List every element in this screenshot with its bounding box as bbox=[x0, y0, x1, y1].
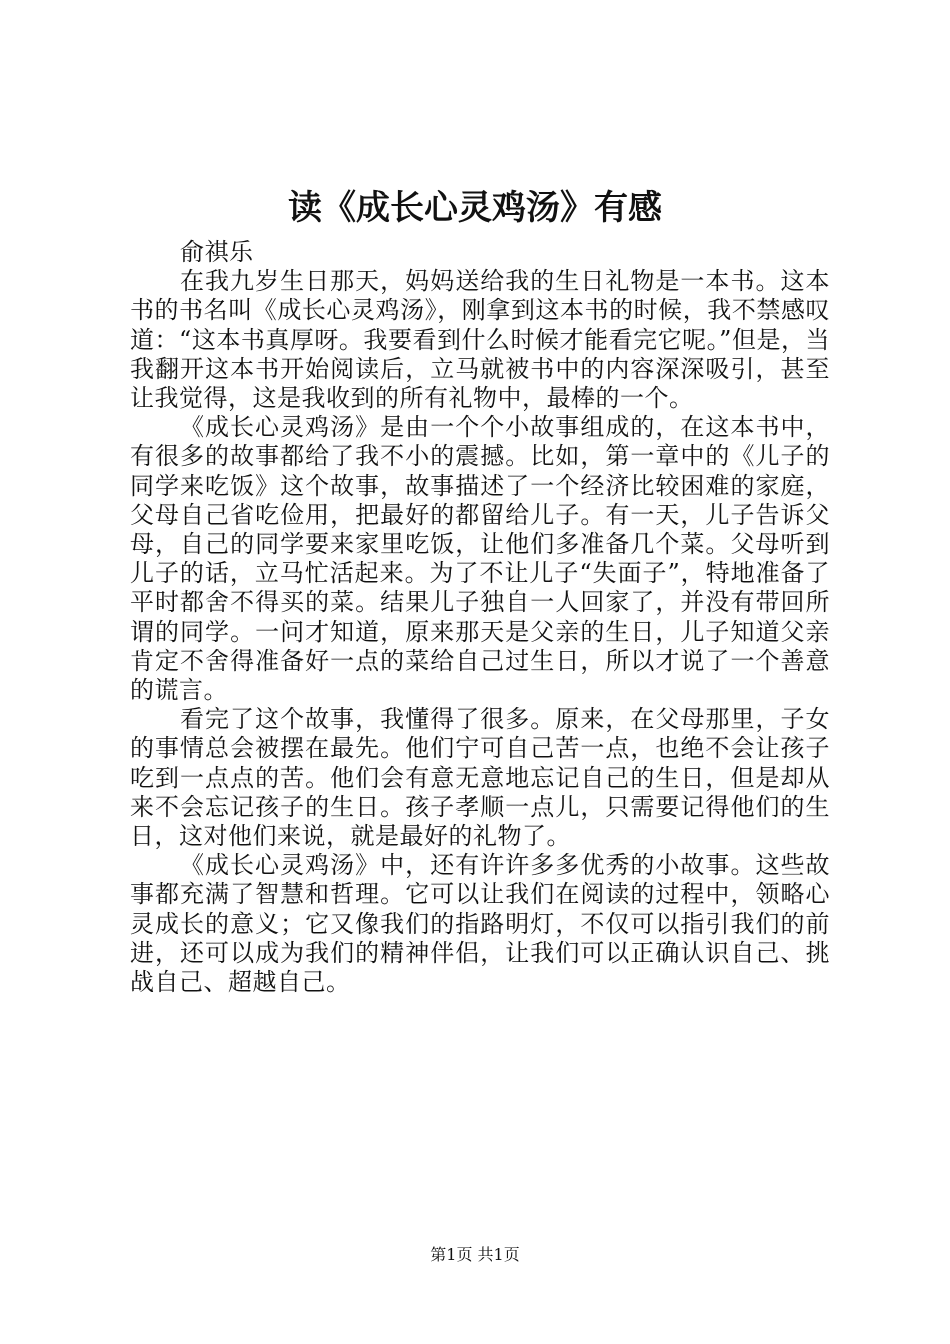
paragraph-3: 看完了这个故事，我懂得了很多。原来，在父母那里，子女的事情总会被摆在最先。他们宁可自己苦一点，也绝不会让孩子吃到一点点的苦。他们会有意无意地忘记自己的生日，但是却从来不会忘记孩子的生日。孩子孝顺一点儿，只需要记得他们的生日，这对他们来说，就是最好的礼物了。 bbox=[130, 705, 830, 851]
paragraph-4: 《成长心灵鸡汤》中，还有许许多多优秀的小故事。这些故事都充满了智慧和哲理。它可以让我们在阅读的过程中，领略心灵成长的意义；它又像我们的指路明灯，不仅可以指引我们的前进，还可以成为我们的精神伴侣，让我们可以正确认识自己、挑战自己、超越自己。 bbox=[130, 851, 830, 997]
paragraph-2: 《成长心灵鸡汤》是由一个个小故事组成的，在这本书中，有很多的故事都给了我不小的震撼。比如，第一章中的《儿子的同学来吃饭》这个故事，故事描述了一个经济比较困难的家庭，父母自己省吃俭用，把最好的都留给儿子。有一天，儿子告诉父母，自己的同学要来家里吃饭，让他们多准备几个菜。父母听到儿子的话，立马忙活起来。为了不让儿子“失面子”，特地准备了平时都舍不得买的菜。结果儿子独自一人回家了，并没有带回所谓的同学。一问才知道，原来那天是父亲的生日，儿子知道父亲肯定不舍得准备好一点的菜给自己过生日，所以才说了一个善意的谎言。 bbox=[130, 413, 830, 705]
document-body bbox=[130, 238, 830, 997]
author-name: 俞祺乐 bbox=[180, 238, 254, 266]
document-title: 读《成长心灵鸡汤》有感 bbox=[288, 188, 662, 228]
page-footer: 第1页 共1页 bbox=[430, 1245, 520, 1264]
paragraph-1: 在我九岁生日那天，妈妈送给我的生日礼物是一本书。这本书的书名叫《成长心灵鸡汤》，刚拿到这本书的时候，我不禁感叹道：“这本书真厚呀。我要看到什么时候才能看完它呢。”但是，当我翻开这本书开始阅读后，立马就被书中的内容深深吸引，甚至让我觉得，这是我收到的所有礼物中，最棒的一个。 bbox=[130, 267, 830, 413]
